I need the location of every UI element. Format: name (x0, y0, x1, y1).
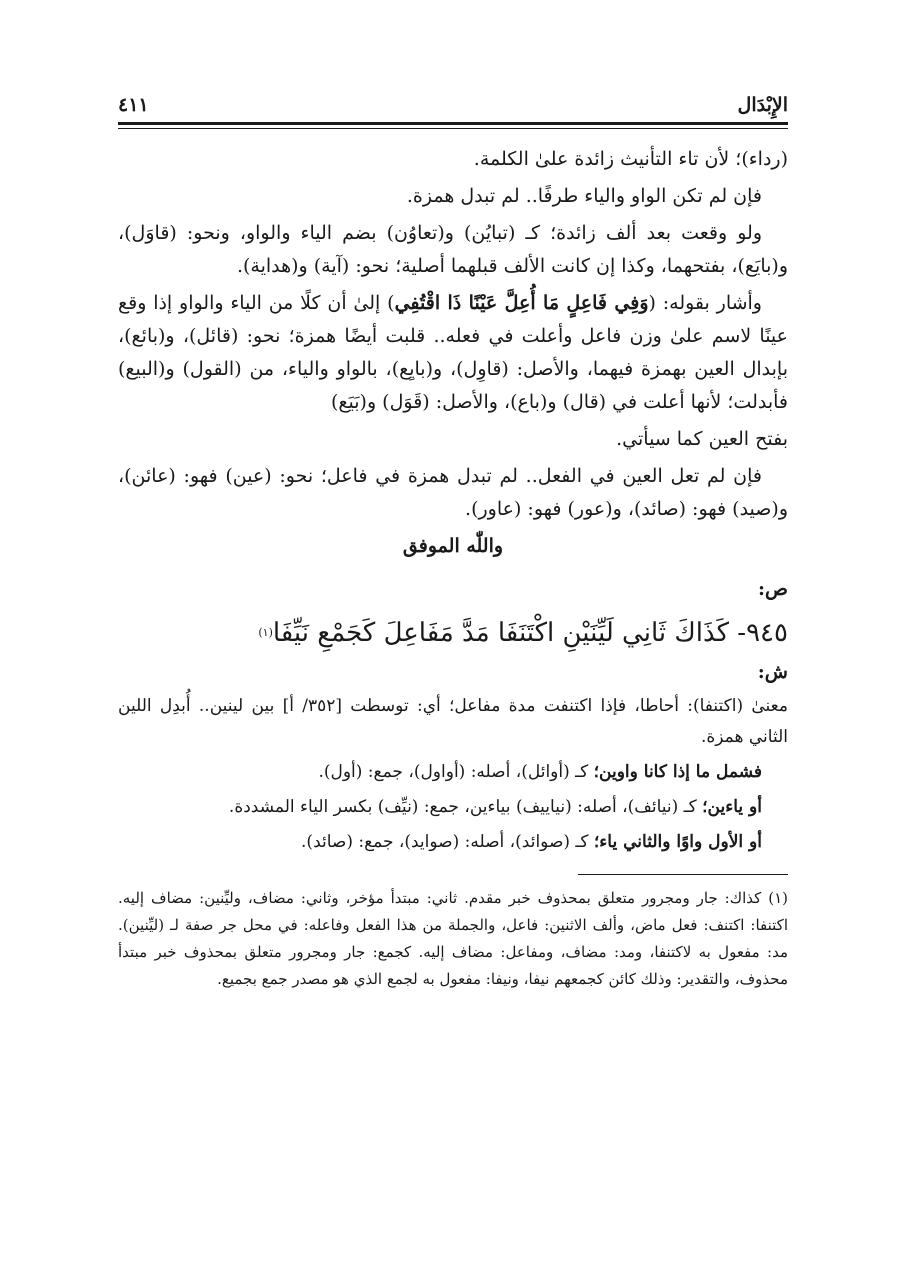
closing-phrase: واللّٰه الموفق (402, 535, 504, 557)
explanation-line: معنىٰ (اكتنفا): أحاطا، فإذا اكتنفت مدة مفاعل؛ أي: توسطت [٣٥٢/ أ] بين لينين.. أُبدِل اللين الثاني همزة. (118, 696, 788, 747)
paragraph-5: فإن لم تعل العين في الفعل.. لم تبدل همزة في فاعل؛ نحو: (عين) فهو: (عائن)، و(صيد) فهو: (صائد)، و(عور) فهو: (عاور). (118, 465, 788, 520)
page (118, 84, 788, 1008)
header-rule (118, 122, 788, 129)
running-head (118, 84, 788, 116)
paragraph-1: (رداء)؛ لأن تاء التأنيث زائدة علىٰ الكلمة. (473, 148, 788, 170)
poem-line (118, 610, 788, 656)
chapter-title: الإِبْدَال (737, 94, 788, 116)
case-rest: كـ (نيائف)، أصله: (نياييف) بياءين، جمع: (نيِّف) بكسر الياء المشددة. (228, 797, 703, 817)
quoted-verse: وَفِي فَاعِلٍ مَا أُعِلَّ عَيْنًا ذَا اقْتُفِي (394, 292, 649, 314)
paragraph-4-end: بفتح العين كما سيأتي. (616, 428, 788, 450)
case-item (118, 792, 788, 823)
paragraph-4-intro: وأشار بقوله: ( (648, 292, 762, 314)
case-item (118, 827, 788, 858)
sheen-label: ش: (757, 661, 788, 683)
footnote: (١) كذاك: جار ومجرور متعلق بمحذوف خبر مقدم. ثاني: مبتدأ مؤخر، وثاني: مضاف، وليِّنين: مضاف إليه. اكتنفا: اكتنف: فعل ماض، وألف الاثنين: فاعل، والجملة من هذا الفعل وفاعله: في محل جر صفة لـ (ليِّنين). مد: مفعول به لاكتنفا، ومد: مضاف، ومفاعل: مضاف إليه. كجمع: جار ومجرور متعلق بمحذوف خبر مبتدأ محذوف، والتقدير: وذلك كائن كجمعهم نيفا، ونيفا: مفعول به لجمع الذي هو مصدر جمع بجميع. (118, 889, 788, 988)
paragraph-4-rest: ) إلىٰ أن كلًا من الياء والواو إذا وقع عينًا لاسم علىٰ وزن فاعل وأعلت في فعله.. قلبت أيضًا همزة؛ نحو: (قائل)، و(بائع)، بإبدال العين بهمزة فيهما، والأصل: (قاوِل)، و(بايِع)، بالواو والياء، من (القول) و(البيع) فأبدلت؛ لأنها أعلت في (قال) و(باع)، والأصل: (قَوَل) و(بَيَع) (118, 292, 788, 413)
case-lead: فشمل ما إذا كانا واوين؛ (593, 762, 762, 782)
case-lead: أو ياءين؛ (702, 797, 762, 817)
footnote-rule (578, 874, 788, 875)
case-lead: أو الأول واوًا والثاني ياء؛ (593, 832, 762, 852)
case-rest: كـ (أوائل)، أصله: (أواول)، جمع: (أول). (318, 762, 594, 782)
sad-label: ص: (758, 578, 788, 600)
explanation (118, 691, 788, 858)
case-rest: كـ (صوائد)، أصله: (صوايد)، جمع: (صائد). (301, 832, 594, 852)
case-item (118, 757, 788, 788)
footnote-marker: (١) (258, 626, 273, 639)
page-number: ٤١١ (118, 94, 149, 116)
main-text (118, 143, 788, 993)
poem-text: ٩٤٥- كَذَاكَ ثَانِي لَيِّنَيْنِ اكْتَنَفَا مَدَّ مَفَاعِلَ كَجَمْعِ نَيِّفَا (272, 618, 788, 648)
paragraph-2: فإن لم تكن الواو والياء طرفًا.. لم تبدل همزة. (406, 185, 762, 207)
paragraph-3: ولو وقعت بعد ألف زائدة؛ كـ (تبايُن) و(تعاوُن) بضم الياء والواو، ونحو: (قاوَل)، و(بايَع)، بفتحهما، وكذا إن كانت الألف قبلهما أصلية؛ نحو: (آية) و(هداية). (118, 222, 788, 277)
paragraph-4 (118, 287, 788, 419)
